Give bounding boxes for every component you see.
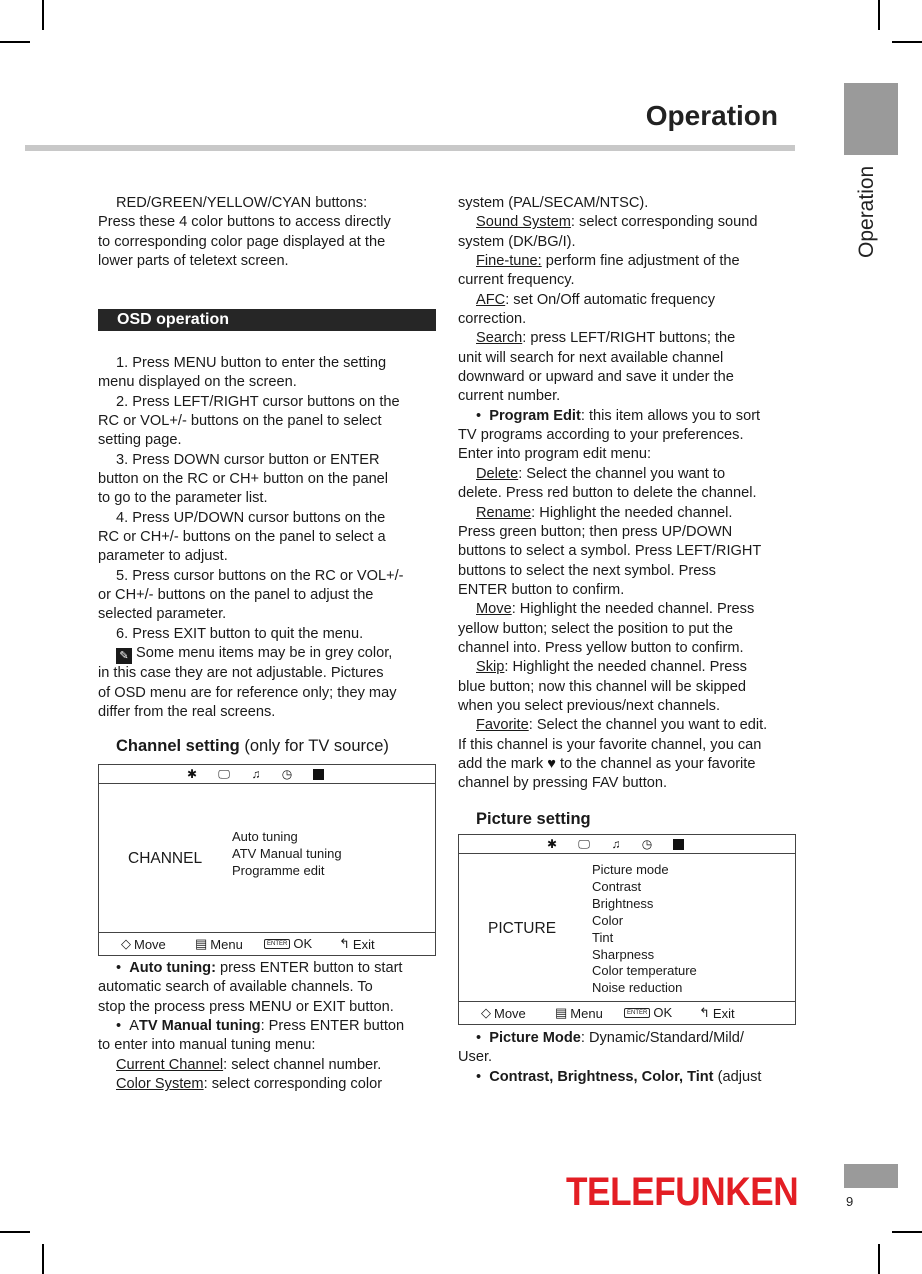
text: : Press ENTER button [260, 1018, 405, 1035]
heading-rest: (only for TV source) [239, 737, 389, 755]
term: Fine-tune: [476, 253, 542, 270]
text-line: to go to the parameter list. [98, 490, 268, 507]
term: Picture Mode [489, 1030, 581, 1046]
diamond-arrows-icon: ◇ [481, 1005, 491, 1020]
text-line: to enter into manual tuning menu: [98, 1037, 316, 1054]
menu-item-list [592, 862, 697, 997]
text-line: or CH+/- buttons on the panel to adjust the [98, 587, 374, 604]
channel-setting-heading [116, 737, 389, 756]
menu-item: Noise reduction [592, 980, 683, 996]
text: : Dynamic/Standard/Mild/ [580, 1030, 744, 1046]
term: Move [476, 601, 512, 618]
sound-system-line [458, 213, 798, 232]
menu-item: Contrast [592, 878, 642, 894]
text-line: unit will search for next available channel [458, 349, 724, 366]
hint-label: OK [653, 1005, 673, 1020]
side-tab-label: Operation [855, 165, 878, 258]
crop-mark [878, 0, 880, 30]
text-line: blue button; now this channel will be skipped [458, 678, 747, 695]
note-pen-icon: ✎ [116, 648, 132, 664]
text-line: current number. [458, 388, 561, 405]
text-line: in this case they are not adjustable. Pictures [98, 665, 384, 682]
favorite-mark-line [458, 755, 798, 774]
text-line: channel into. Press yellow button to confirm. [458, 639, 744, 656]
menu-item: ATV Manual tuning [232, 845, 342, 861]
menu-icon-bar [99, 765, 435, 784]
term: Current Channel [116, 1056, 224, 1073]
menu-item: Sharpness [592, 946, 655, 962]
hint-label: Exit [352, 936, 375, 952]
crop-mark [878, 1244, 880, 1274]
text-line: downward or upward and save it under the [458, 369, 734, 386]
picture-descriptions [458, 1029, 798, 1087]
text-line: correction. [458, 311, 527, 328]
text-line: RC or VOL+/- buttons on the panel to select [98, 413, 382, 430]
enter-key-icon: ENTER [264, 939, 290, 949]
telefunken-logo: TELEFUNKEN [566, 1170, 799, 1214]
clock-icon: ◷ [641, 837, 653, 851]
text-line: channel by pressing FAV button. [458, 775, 668, 792]
hint-move [121, 936, 166, 952]
text-line: parameter to adjust. [98, 548, 228, 565]
crop-mark [892, 1231, 922, 1233]
skip-line [458, 658, 798, 677]
text: to the channel as your favorite [555, 755, 756, 772]
crop-mark [0, 1231, 30, 1233]
menu-icon: ▤ [195, 936, 208, 951]
term: Rename [476, 504, 532, 521]
text-line: 2. Press LEFT/RIGHT cursor buttons on the [116, 393, 400, 410]
page-title: Operation [645, 100, 778, 131]
text-line: RC or CH+/- buttons on the panel to select a [98, 529, 386, 546]
menu-item: Programme edit [232, 862, 325, 878]
clock-icon: ◷ [281, 767, 293, 781]
page-number: 9 [846, 1194, 854, 1209]
term: Auto tuning: [129, 960, 216, 976]
heart-icon: ♥ [547, 755, 556, 772]
menu-item-list [232, 829, 342, 880]
text-line: when you select previous/next channels. [458, 697, 721, 714]
channel-descriptions [98, 959, 438, 1094]
favorite-line [458, 716, 798, 735]
text-line: menu displayed on the screen. [98, 374, 297, 391]
page-number-marker [844, 1164, 898, 1188]
crop-mark [892, 41, 922, 43]
osd-steps [98, 354, 438, 722]
color-system-line [98, 1075, 438, 1094]
hint-menu [195, 936, 243, 952]
text: : Select the channel you want to [518, 465, 726, 482]
text-line: stop the process press MENU or EXIT button. [98, 998, 394, 1015]
text-line: TV programs according to your preferences. [458, 427, 744, 444]
text-line: User. [458, 1049, 493, 1066]
note-text: Some menu items may be in grey color, [132, 645, 393, 662]
hint-ok [624, 1005, 672, 1020]
teletext-paragraph [98, 194, 438, 271]
contrast-line: • Contrast, Brightness, Color, Tint (adjust [476, 1068, 762, 1085]
text: : select channel number. [223, 1056, 382, 1073]
picture-menu-illustration [458, 834, 796, 1025]
text-line: 5. Press cursor buttons on the RC or VOL+/- [116, 567, 404, 584]
text-line: setting page. [98, 432, 182, 449]
term: TV Manual tuning [138, 1018, 261, 1035]
menu-icon: ▤ [555, 1005, 568, 1020]
text: perform fine adjustment of the [541, 253, 740, 270]
term: Contrast, Brightness, Color, Tint [489, 1068, 714, 1085]
term: Program Edit [489, 407, 581, 424]
text-line: If this channel is your favorite channel, you can [458, 736, 762, 753]
hint-label: OK [293, 936, 313, 951]
right-column-text [458, 194, 798, 794]
text-line: of OSD menu are for reference only; they may [98, 684, 397, 701]
diamond-arrows-icon: ◇ [121, 936, 131, 951]
text: : Highlight the needed channel. [531, 504, 733, 521]
text-line: system (PAL/SECAM/NTSC). [458, 195, 649, 211]
return-arrow-icon: ↰ [339, 936, 350, 951]
text-line: selected parameter. [98, 606, 227, 623]
term: Color System [116, 1076, 204, 1093]
music-note-icon: ♫ [611, 837, 621, 851]
search-line [458, 329, 798, 348]
enter-key-icon: ENTER [624, 1008, 650, 1018]
text-line: differ from the real screens. [98, 703, 276, 720]
note-line [98, 644, 438, 664]
hint-ok [264, 936, 312, 951]
hint-exit [699, 1005, 735, 1021]
term: Favorite [476, 717, 529, 734]
lock-square-icon [313, 769, 324, 780]
hint-label: Move [134, 936, 166, 952]
hint-exit [339, 936, 375, 952]
text: : set On/Off automatic frequency [505, 291, 716, 308]
menu-item: Tint [592, 929, 614, 945]
afc-line [458, 291, 798, 310]
gear-icon: ✱ [186, 767, 198, 781]
menu-hint-bar [459, 1001, 795, 1024]
crop-mark [42, 1244, 44, 1274]
current-channel-line [98, 1056, 438, 1075]
text-line: Press green button; then press UP/DOWN [458, 523, 733, 540]
text: : this item allows you to sort [580, 407, 761, 424]
atv-line: • ATV Manual tuning: Press ENTER button [116, 1018, 405, 1035]
menu-item: Picture mode [592, 862, 669, 877]
text-line: automatic search of available channels. To [98, 979, 373, 996]
text-line: buttons to select a symbol. Press LEFT/RIGHT [458, 543, 762, 560]
picture-setting-heading: Picture setting [476, 810, 591, 828]
text: : Highlight the needed channel. Press [511, 601, 755, 618]
term: Search [476, 330, 523, 347]
text-line: current frequency. [458, 272, 575, 289]
hint-move [481, 1005, 526, 1021]
term: Skip [476, 659, 505, 676]
text: : press LEFT/RIGHT buttons; the [522, 330, 736, 347]
channel-menu-illustration [98, 764, 436, 956]
text-line: Press these 4 color buttons to access directly [98, 214, 391, 231]
text: A [129, 1018, 139, 1035]
text: : Select the channel you want to edit. [528, 717, 768, 734]
text-line: 6. Press EXIT button to quit the menu. [116, 625, 364, 642]
menu-item: Auto tuning [232, 829, 298, 844]
menu-icon-bar [459, 835, 795, 854]
hint-label: Menu [210, 936, 243, 952]
side-tab-marker [844, 83, 898, 155]
text-line: delete. Press red button to delete the channel. [458, 485, 757, 502]
menu-category-name: PICTURE [488, 920, 557, 937]
menu-hint-bar [99, 932, 435, 955]
return-arrow-icon: ↰ [699, 1005, 710, 1020]
fine-tune-line [458, 252, 798, 271]
hint-label: Menu [570, 1005, 603, 1021]
menu-item: Color [592, 912, 624, 928]
picture-mode-line: • Picture Mode: Dynamic/Standard/Mild/ [476, 1030, 744, 1046]
gear-icon: ✱ [546, 837, 558, 851]
text-line: 4. Press UP/DOWN cursor buttons on the [116, 509, 386, 526]
text-line: Enter into program edit menu: [458, 446, 652, 463]
text-line: buttons to select the next symbol. Press [458, 562, 716, 579]
crop-mark [0, 41, 30, 43]
header-rule [25, 145, 795, 151]
menu-item: Brightness [592, 895, 654, 911]
term: Delete [476, 465, 519, 482]
monitor-icon: 🖵 [218, 766, 230, 781]
hint-label: Exit [712, 1005, 735, 1021]
monitor-icon: 🖵 [578, 836, 590, 851]
lock-square-icon [673, 839, 684, 850]
text: : Highlight the needed channel. Press [504, 659, 747, 676]
text-line: ENTER button to confirm. [458, 581, 625, 598]
auto-tuning-line: • Auto tuning: press ENTER button to start [116, 960, 403, 976]
menu-item: Color temperature [592, 963, 697, 979]
music-note-icon: ♫ [251, 767, 261, 781]
text-line: yellow button; select the position to put the [458, 620, 734, 637]
hint-label: Move [494, 1005, 526, 1021]
text-line: to corresponding color page displayed at the [98, 233, 386, 250]
move-line [458, 600, 798, 619]
text: : select corresponding color [203, 1076, 383, 1093]
text: (adjust [713, 1068, 762, 1085]
text-line: system (DK/BG/I). [458, 233, 576, 250]
rename-line [458, 504, 798, 523]
text-line: RED/GREEN/YELLOW/CYAN buttons: [116, 195, 368, 211]
program-edit-line: • Program Edit: this item allows you to sort [476, 407, 761, 424]
text: : select corresponding sound [570, 214, 758, 231]
text: add the mark [458, 755, 548, 772]
text-line: 3. Press DOWN cursor button or ENTER [116, 451, 380, 468]
text-line: lower parts of teletext screen. [98, 253, 289, 270]
term: Sound System [476, 214, 571, 231]
osd-operation-heading: OSD operation [98, 309, 436, 331]
crop-mark [42, 0, 44, 30]
hint-menu [555, 1005, 603, 1021]
text: press ENTER button to start [215, 960, 403, 976]
text-line: button on the RC or CH+ button on the panel [98, 471, 389, 488]
term: AFC [476, 291, 506, 308]
heading-bold: Channel setting [116, 737, 240, 755]
delete-line [458, 465, 798, 484]
menu-category-name: CHANNEL [128, 850, 203, 867]
text-line: 1. Press MENU button to enter the setting [116, 355, 387, 371]
